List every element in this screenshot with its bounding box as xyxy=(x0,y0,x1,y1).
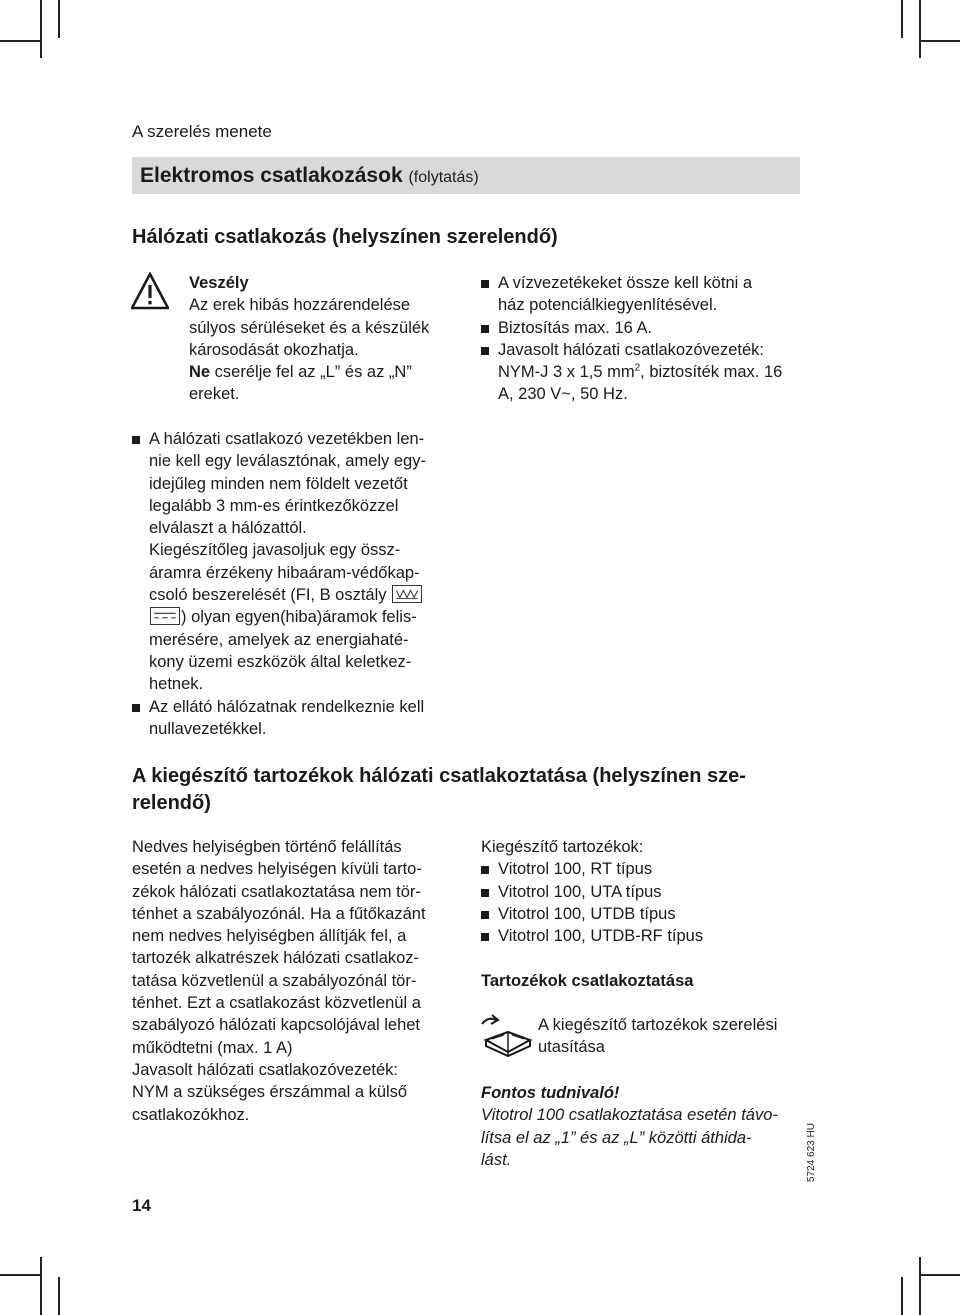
list-item-line: Biztosítás max. 16 A. xyxy=(498,318,653,337)
manual-reference xyxy=(538,1014,818,1059)
mains-left-list xyxy=(132,428,462,740)
accessories-heading xyxy=(132,763,812,817)
list-item-line: A hálózati csatlakozó vezetékben len- xyxy=(149,430,425,448)
manual-reference-line: utasítása xyxy=(538,1038,605,1057)
crop-mark xyxy=(0,1274,40,1276)
note-line: lítsa el az „1” és az „L” közötti áthida- xyxy=(481,1128,752,1147)
list-item-line xyxy=(149,584,462,606)
section-title-bar xyxy=(132,157,800,194)
danger-line: Az erek hibás hozzárendelése xyxy=(189,296,411,315)
list-item-line: elválaszt a hálózattól. xyxy=(149,519,307,538)
crop-mark xyxy=(901,1277,903,1315)
list-item: Vitotrol 100, RT típus xyxy=(481,858,811,880)
body-line: tartozék alkatrészek hálózati csatlakoz- xyxy=(132,949,420,968)
book-reference-icon xyxy=(478,1010,534,1058)
note-title: Fontos tudnivaló! xyxy=(481,1084,620,1102)
accessories-list xyxy=(481,836,811,947)
warning-triangle-icon xyxy=(131,272,169,310)
note-line: Vitotrol 100 csatlakoztatása esetén távo- xyxy=(481,1106,778,1125)
list-item xyxy=(132,428,462,696)
list-item-line: nullavezetékkel. xyxy=(149,719,267,738)
list-item-line: Az ellátó hálózatnak rendelkeznie kell xyxy=(149,697,425,716)
document-number: 5724 623 HU xyxy=(806,1123,817,1182)
mains-right-list xyxy=(481,272,811,406)
crop-mark xyxy=(0,40,40,42)
danger-bold-word: Ne xyxy=(189,363,211,382)
crop-mark xyxy=(58,0,60,38)
body-line: NYM a szükséges érszámmal a külső xyxy=(132,1083,408,1102)
body-line: ténhet. Ezt a csatlakozást közvetlenül a xyxy=(132,994,421,1013)
section-label: A szerelés menete xyxy=(132,122,272,141)
mains-heading: Hálózati csatlakozás (helyszínen szerelendő) xyxy=(132,226,558,248)
list-item-line: A vízvezetékeket össze kell kötni a xyxy=(498,274,753,292)
cable-spec: NYM-J 3 x 1,5 mm xyxy=(498,363,635,382)
body-line: zékok hálózati csatlakoztatása nem tör- xyxy=(132,882,421,901)
page-title-text: Elektromos csatlakozások xyxy=(140,164,403,187)
list-item-line: A, 230 V~, 50 Hz. xyxy=(498,385,628,404)
list-item-line: idejűleg minden nem földelt vezetőt xyxy=(149,474,408,493)
list-item-text: ) olyan egyen(hiba)áramok felis- xyxy=(181,608,417,627)
danger-line xyxy=(189,361,469,383)
important-note xyxy=(481,1082,811,1171)
crop-mark xyxy=(920,1274,960,1276)
crop-mark xyxy=(58,1277,60,1315)
body-line: nem nedves helyiségben állítják fel, a xyxy=(132,927,407,946)
crop-mark xyxy=(40,0,42,58)
list-item xyxy=(481,272,811,317)
heading-line: relendő) xyxy=(132,792,211,814)
list-item: Vitotrol 100, UTDB-RF típus xyxy=(481,925,811,947)
list-title: Kiegészítő tartozékok: xyxy=(481,838,644,856)
danger-line: károsodását okozhatja. xyxy=(189,340,359,359)
ac-pulse-current-icon xyxy=(392,585,422,603)
connect-heading: Tartozékok csatlakoztatása xyxy=(481,972,694,990)
list-item-line: Kiegészítőleg javasoljuk egy össz- xyxy=(149,541,401,560)
page-title-suffix: (folytatás) xyxy=(408,169,479,186)
list-item-line: áramra érzékeny hibaáram-védőkap- xyxy=(149,563,420,582)
note-line: lást. xyxy=(481,1150,512,1169)
list-item-line: kony üzemi eszközök által keletkez- xyxy=(149,652,412,671)
body-line: szabályozó hálózati kapcsolójával lehet xyxy=(132,1016,421,1035)
cable-spec-suffix: , biztosíték max. 16 xyxy=(640,363,783,382)
crop-mark xyxy=(40,1257,42,1315)
cable-spec-sup: 2 xyxy=(634,362,641,374)
list-item-line: ház potenciálkiegyenlítésével. xyxy=(498,296,718,315)
accessories-body xyxy=(132,836,467,1126)
manual-reference-line: A kiegészítő tartozékok szerelési xyxy=(538,1016,778,1034)
crop-mark xyxy=(919,1257,921,1315)
crop-mark xyxy=(920,40,960,42)
list-item-line xyxy=(498,361,811,383)
list-item: Vitotrol 100, UTDB típus xyxy=(481,903,811,925)
list-item xyxy=(481,339,811,406)
list-item-line: Javasolt hálózati csatlakozóvezeték: xyxy=(498,340,764,359)
body-line: működtetni (max. 1 A) xyxy=(132,1038,293,1057)
page-number: 14 xyxy=(132,1196,151,1215)
list-item: Vitotrol 100, UTA típus xyxy=(481,881,811,903)
dc-current-icon xyxy=(150,607,180,625)
list-item-text: csoló beszerelését (FI, B osztály xyxy=(149,586,387,605)
danger-line-text: cserélje fel az „L” és az „N” xyxy=(210,363,412,382)
body-line: Nedves helyiségben történő felállítás xyxy=(132,838,402,856)
list-item-line: nie kell egy leválasztónak, amely egy- xyxy=(149,452,426,471)
page-title xyxy=(140,164,479,188)
crop-mark xyxy=(919,0,921,58)
body-line: ténhet a szabályozónál. Ha a fűtőkazánt xyxy=(132,904,426,923)
list-item-line: merésére, amelyek az energiahaté- xyxy=(149,630,409,649)
list-item xyxy=(481,317,811,339)
heading-line: A kiegészítő tartozékok hálózati csatlakoztatása (helyszínen sze- xyxy=(132,765,746,787)
crop-mark xyxy=(901,0,903,38)
danger-line: súlyos sérüléseket és a készülék xyxy=(189,318,430,337)
body-line: Javasolt hálózati csatlakozóvezeték: xyxy=(132,1060,398,1079)
list-item xyxy=(132,696,462,741)
danger-line: ereket. xyxy=(189,385,240,404)
list-item-line: legalább 3 mm-es érintkezőközzel xyxy=(149,496,399,515)
body-line: csatlakozókhoz. xyxy=(132,1105,250,1124)
danger-title: Veszély xyxy=(189,274,249,292)
danger-block xyxy=(189,272,469,406)
body-line: tatása közvetlenül a szabályozónál tör- xyxy=(132,971,417,990)
list-item-line xyxy=(149,606,462,628)
list-item-line: hetnek. xyxy=(149,675,204,694)
body-line: esetén a nedves helyiségen kívüli tarto- xyxy=(132,860,422,879)
